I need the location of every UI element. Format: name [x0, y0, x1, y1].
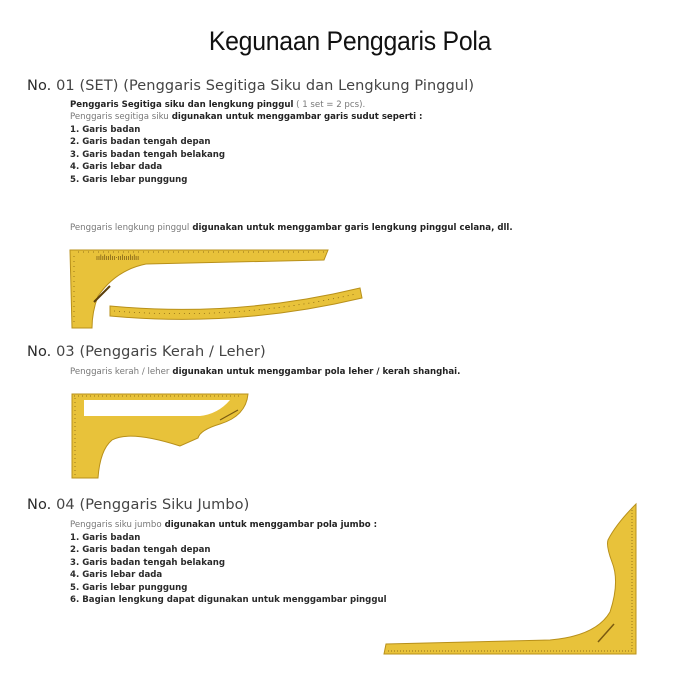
list-item: 1. Garis badan [70, 125, 141, 135]
list-item: 4. Garis lebar dada [70, 570, 163, 581]
section-04-no: No. [27, 497, 52, 513]
list-item: 1. Garis badan [70, 533, 141, 543]
list-item: 2. Garis badan tengah depan [70, 137, 211, 148]
list-item: 4. Garis lebar dada [70, 162, 163, 173]
section-03-no: No. [27, 344, 52, 360]
section-03-title: 03 (Penggaris Kerah / Leher) [56, 344, 266, 360]
desc-light: Penggaris kerah / leher [70, 367, 170, 377]
section-04-list [70, 532, 387, 606]
list-item: 6. Bagian lengkung dapat digunakan untuk menggambar pinggul [70, 595, 387, 606]
desc-light: Penggaris siku jumbo [70, 520, 162, 530]
svg-text:ıılılıılıı·ıılııılılıı: ıılılıılıı·ıılııılılıı [96, 254, 140, 262]
section-01-desc-1 [70, 99, 365, 111]
section-04-desc [70, 519, 377, 531]
section-04-title: 04 (Penggaris Siku Jumbo) [56, 497, 250, 513]
page-title: Kegunaan Penggaris Pola [208, 26, 492, 56]
list-item: 3. Garis badan tengah belakang [70, 557, 226, 568]
section-01-desc-2 [70, 111, 422, 123]
section-01-heading [27, 78, 474, 94]
section-03-desc [70, 366, 460, 378]
desc-light: ( 1 set = 2 pcs). [293, 100, 366, 110]
desc-light: Penggaris lengkung pinggul [70, 223, 190, 233]
desc-strong: digunakan untuk menggambar garis sudut seperti : [168, 112, 423, 122]
section-01-extra [70, 222, 513, 234]
list-item: 2. Garis badan tengah depan [70, 545, 211, 556]
list-item: 5. Garis lebar punggung [70, 582, 188, 593]
section-03-heading [27, 344, 266, 360]
list-item: 5. Garis lebar punggung [70, 174, 188, 185]
section-01-no: No. [27, 78, 52, 94]
jumbo-square-ruler-image [380, 502, 640, 662]
desc-strong: digunakan untuk menggambar garis lengkung pinggul celana, dll. [189, 223, 513, 233]
desc-strong: digunakan untuk menggambar pola jumbo : [161, 520, 378, 530]
section-01-title: 01 (SET) (Penggaris Segitiga Siku dan Lengkung Pinggul) [56, 78, 475, 94]
hip-curve-ruler-image [106, 284, 366, 328]
section-04-heading [27, 497, 249, 513]
desc-strong: digunakan untuk menggambar pola leher / kerah shanghai. [169, 367, 461, 377]
desc-light: Penggaris segitiga siku [70, 112, 169, 122]
section-01-list [70, 124, 225, 186]
list-item: 3. Garis badan tengah belakang [70, 149, 226, 160]
desc-strong: Penggaris Segitiga siku dan lengkung pinggul [70, 100, 294, 110]
collar-neck-ruler-image [70, 390, 255, 482]
